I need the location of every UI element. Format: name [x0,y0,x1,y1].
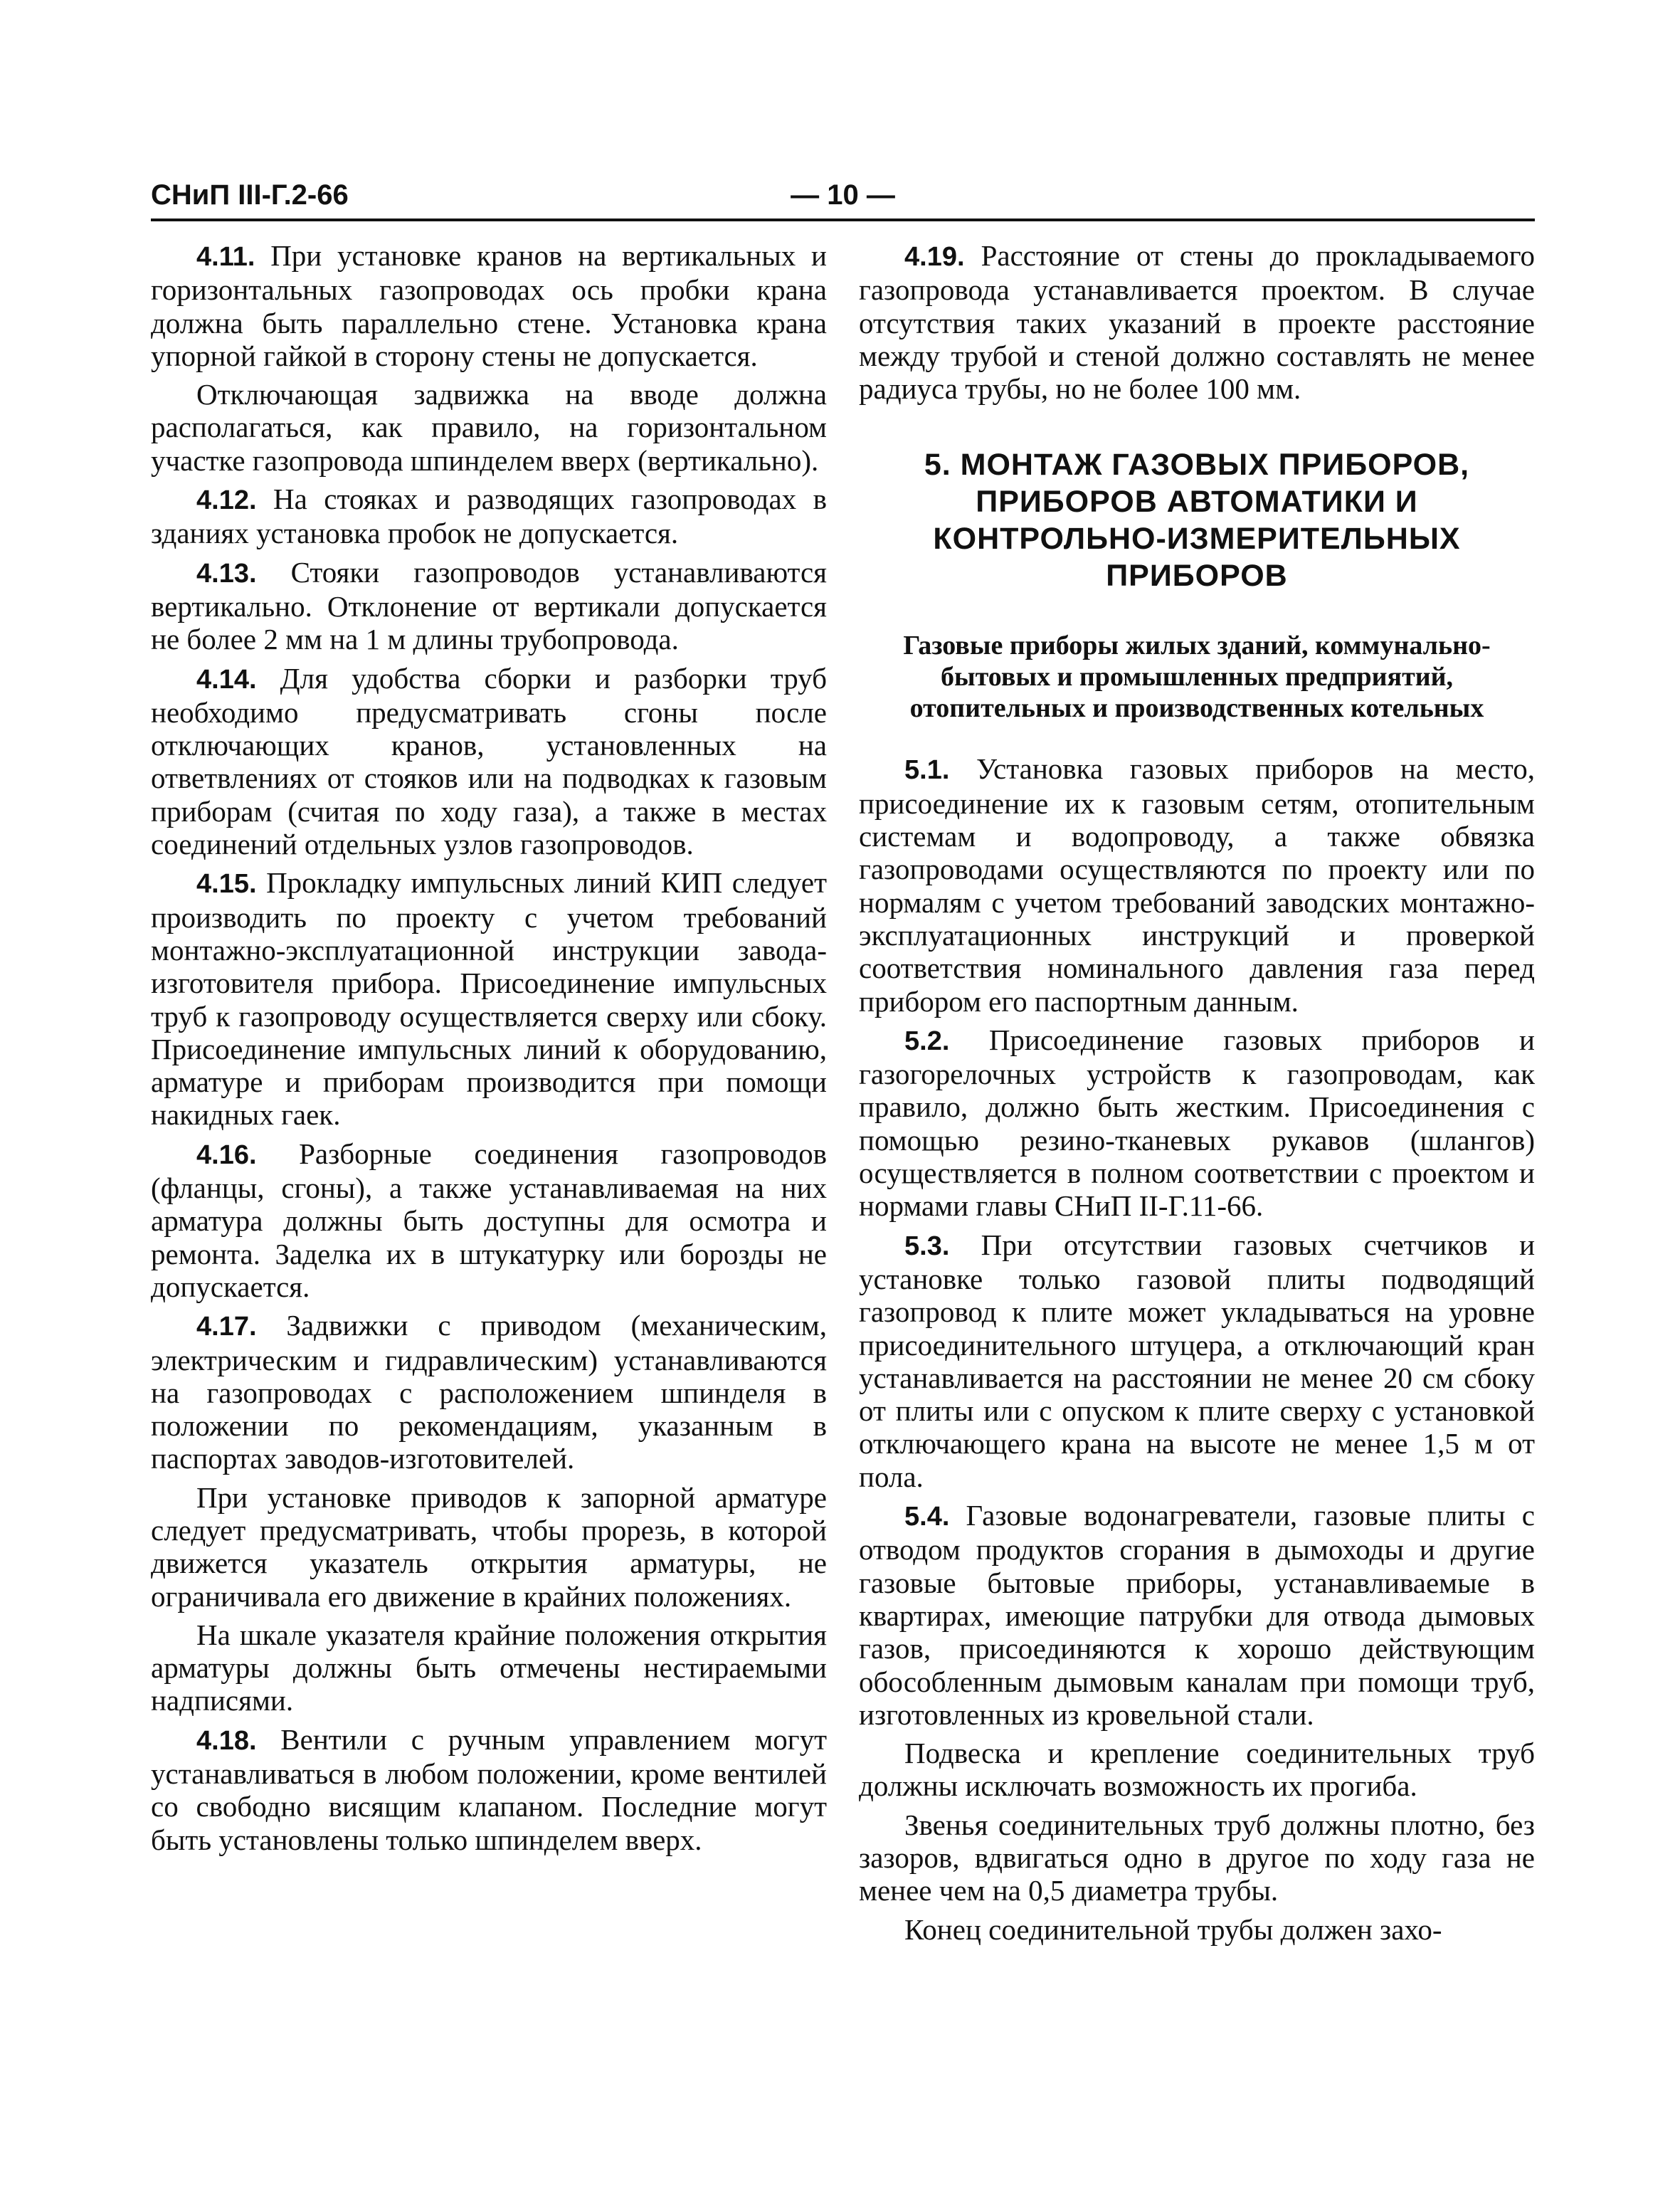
paragraph-text: Вентили с ручным управлением могут устанавливаться в любом положении, кроме вентилей со свободно висящим клапаном. Последние могут быть установлены только шпинделем вверх. [151,1722,828,1856]
paragraph-text: Задвижки с приводом (механическим, электрическим и гидравлическим) устанавливаются на газопроводах с расположением шпинделя в положении по рекомендациям, указанным в паспортах заводов-изготовителей. [151,1309,827,1475]
clause-number: 5.2. [904,1026,950,1056]
paragraph-text: При установке кранов на вертикальных и горизонтальных газопроводах ось пробки крана должна быть параллельно стене. Установка крана упорной гайкой в сторону стены не допускается. [151,239,827,372]
clause-number: 4.14. [196,664,257,695]
paragraph-text: На шкале указателя крайние положения открытия арматуры должны быть отмечены нестираемыми надписями. [151,1618,827,1717]
paragraph [151,1618,827,1717]
paragraph [151,483,827,550]
subsection-title: Газовые приборы жилых зданий, коммунально-бытовых и промышленных предприятий, отопительных и производственных котельных [903,631,1491,724]
paragraph [151,239,827,372]
clause-number: 4.12. [196,485,257,516]
clause-number: 4.13. [196,558,257,589]
paragraph [151,1723,827,1856]
paragraph-text: При установке приводов к запорной арматуре следует предусматривать, чтобы прорезь, в которой движется указатель открытия арматуры, не ограничивала его движение в крайних положениях. [151,1480,827,1613]
clause-number: 4.15. [196,869,257,900]
clause-number: 5.1. [904,755,950,786]
paragraph [151,556,827,656]
paragraph [151,866,827,1131]
paragraph [151,1137,827,1303]
paragraph [859,1499,1535,1731]
clause-number: 4.19. [904,242,965,272]
clause-number: 5.4. [904,1502,950,1532]
paragraph-text: Расстояние от стены до прокладываемого газопровода устанавливается проектом. В случае отсутствия таких указаний в проекте расстояние между трубой и стеной должно составлять не менее радиуса трубы, но не более 100 мм. [859,239,1535,406]
paragraph [859,1808,1535,1907]
paragraph-text: Газовые водонагреватели, газовые плиты с отводом продуктов сгорания в дымоходы и другие газовые бытовые приборы, устанавливаемые в квартирах, имеющие патрубки для отвода дымовых газов, присоединяются к хорошо действующим обособленным дымовым каналам при помощи труб, изготовленных из кровельной стали. [859,1499,1535,1731]
paragraph [859,1228,1535,1493]
paragraph-text: Установка газовых приборов на место, присоединение их к газовым сетям, отопительным системам и водопроводу, а также обвязка газопроводами осуществляются по проекту или по нормалям с учетом требований заводских монтажно-эксплуатационных инструкций и проверкой соответствия номинального давления газа перед прибором его паспортным данным. [859,752,1535,1018]
paragraph [859,1737,1535,1803]
paragraph-text: Для удобства сборки и разборки труб необходимо предусматривать сгоны после отключающих кранов, установленных на ответвлениях от стояков или на подводках к газовым приборам (считая по ходу газа), а также в местах соединений отдельных узлов газопроводов. [151,661,827,861]
paragraph [151,662,827,861]
paragraph-text: Подвеска и крепление соединительных труб должны исключать возможность их прогиба. [859,1737,1535,1803]
clause-number: 4.11. [196,242,255,272]
document-code: СНиП III-Г.2-66 [151,179,349,211]
right-column-top [859,239,1535,405]
paragraph-text: Присоединение газовых приборов и газогорелочных устройств к газопроводам, как правило, должно быть жестким. Присоединения с помощью резино-тканевых рукавов (шлангов) осуществляется в полном соответствии с проектом и нормами главы СНиП II-Г.11-66. [859,1023,1535,1223]
paragraph-text: Конец соединительной трубы должен захо- [904,1912,1442,1946]
paragraph [859,1023,1535,1223]
paragraph [151,1309,827,1475]
paragraph [859,1913,1535,1946]
paragraph-text: Прокладку импульсных линий КИП следует производить по проекту с учетом требований монтажно-эксплуатационной инструкции завода-изготовителя прибора. Присоединение импульсных труб к газопроводу осуществляется сверху или сбоку. Присоединение импульсных линий к оборудованию, арматуре и приборам производится при помощи накидных гаек. [151,866,828,1132]
paragraph [859,239,1535,405]
paragraph-text: На стояках и разводящих газопроводах в зданиях установка пробок не допускается. [151,483,827,550]
paragraph-text: Отключающая задвижка на вводе должна располагаться, как правило, на горизонтальном участке газопровода шпинделем вверх (вертикально). [151,378,827,477]
paragraph-text: Стояки газопроводов устанавливаются вертикально. Отклонение от вертикали допускается не более 2 мм на 1 м длины трубопровода. [151,555,828,656]
right-column-bottom [859,752,1535,1945]
section-title: 5. МОНТАЖ ГАЗОВЫХ ПРИБОРОВ, ПРИБОРОВ АВТОМАТИКИ И КОНТРОЛЬНО-ИЗМЕРИТЕЛЬНЫХ ПРИБОРОВ [924,448,1470,594]
page-number: — 10 — [791,179,895,211]
header-rule [151,218,1535,221]
paragraph-text: Разборные соединения газопроводов (фланцы, сгоны), а также устанавливаемая на них арматура должны быть доступны для осмотра и ремонта. Заделка их в штукатурку или борозды не допускается. [151,1137,828,1303]
left-column [151,239,827,1862]
paragraph [859,752,1535,1017]
paragraph [151,1481,827,1613]
clause-number: 4.18. [196,1725,257,1756]
paragraph-text: Звенья соединительных труб должны плотно, без зазоров, вдвигаться одно в другое по ходу газа не менее чем на 0,5 диаметра трубы. [859,1808,1535,1907]
clause-number: 4.16. [196,1139,257,1170]
right-column [859,239,1535,1952]
page-header [151,177,1535,219]
clause-number: 4.17. [196,1312,257,1342]
paragraph-text: При отсутствии газовых счетчиков и установке только газовой плиты подводящий газопровод к плите может укладываться на уровне присоединительного штуцера, а отключающий кран устанавливается на расстоянии не менее 20 см сбоку от плиты или с опуском к плите сверху с установкой отключающего крана на высоте не менее 1,5 м от пола. [859,1228,1536,1493]
paragraph [151,378,827,477]
clause-number: 5.3. [904,1231,950,1261]
